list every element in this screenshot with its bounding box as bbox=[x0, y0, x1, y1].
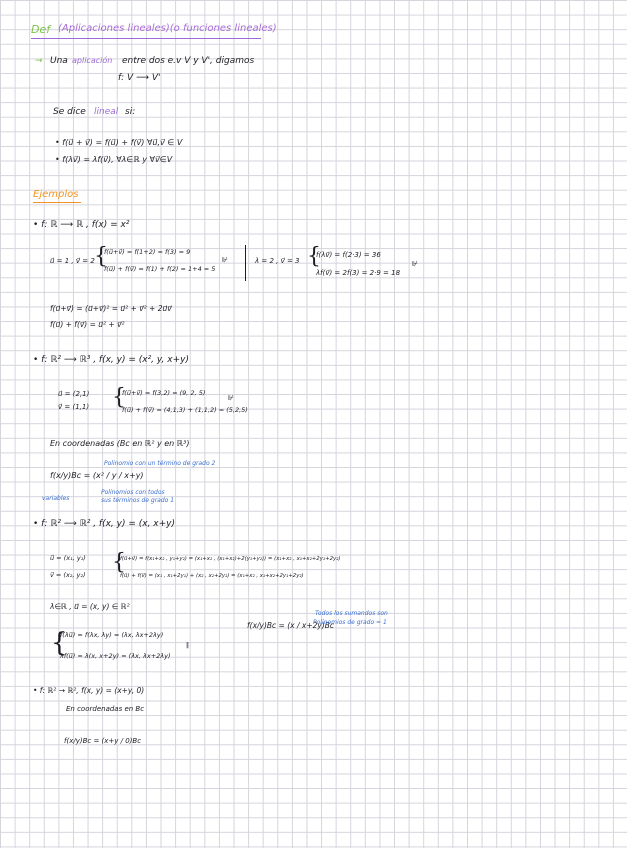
ex3-heading: • f: ℝ² ⟶ ℝ² , f(x, y) = (x, x+y) bbox=[33, 519, 176, 529]
ex4-coords-text: En coordenadas en Bc bbox=[66, 705, 145, 713]
ex2-note-degree-1-a: Polinomios con todos bbox=[101, 489, 165, 496]
ex1-heading: • f: ℝ ⟶ ℝ , f(x) = x² bbox=[33, 220, 130, 230]
ex2-variables-label: variables bbox=[42, 495, 70, 502]
examples-heading: Ejemplos bbox=[33, 189, 79, 200]
ex1-brace-2: { bbox=[307, 244, 321, 269]
ex4-heading: • f: ℝ² → ℝ², f(x, y) = (x+y, 0) bbox=[33, 686, 145, 695]
intro-text-2: entre dos e.v V y V', digamos bbox=[122, 56, 255, 66]
property-additivity: • f(u⃗ + v⃗) = f(u⃗) + f(v⃗) ∀u⃗,v⃗ ∈ V bbox=[55, 138, 183, 147]
ex2-not-equal: ⊮ bbox=[228, 394, 235, 402]
ex1-brace: { bbox=[94, 244, 108, 269]
definition-title: (Aplicaciones lineales)(o funciones lineales) bbox=[58, 23, 277, 34]
ex3-row-1: f(u⃗+v⃗) = f(x₁+x₂ , y₁+y₂) = (x₁+x₂ , (x₁+x₂)+2(y₁+y₂)) = (x₁+x₂ , x₁+x₂+2y₁+2y₂) bbox=[120, 556, 341, 562]
ex1-line-1: f(u⃗+v⃗) = (u⃗+v⃗)² = u⃗² + v⃗² + 2u⃗v⃗ bbox=[50, 304, 172, 313]
ex4-matrix-function: f(x/y)Bc = (x+y / 0)Bc bbox=[64, 737, 142, 745]
ex2-v: v⃗ = (1,1) bbox=[58, 403, 90, 411]
ex3-brace-2: { bbox=[51, 628, 68, 658]
intro-term-aplicacion: aplicación bbox=[72, 56, 113, 65]
title-underline bbox=[31, 38, 261, 39]
ex1-row-1: f(u⃗+v⃗) = f(1+2) = f(3) = 9 bbox=[104, 248, 191, 256]
ex3-u: u⃗ = (x₁, y₁) bbox=[50, 554, 86, 562]
ex3-matrix-function: f(x/y)Bc = (x / x+2y)Bc bbox=[247, 621, 335, 630]
ex2-note-degree-2: Polinomio con un término de grado 2 bbox=[104, 460, 216, 467]
ex2-row-2: f(u⃗) + f(v⃗) = (4,1,3) + (1,1,2) = (5,2,5) bbox=[122, 406, 248, 414]
lineal-term: lineal bbox=[94, 107, 119, 117]
ex3-lambda: λ∈ℝ , u⃗ = (x, y) ∈ ℝ² bbox=[50, 602, 130, 611]
ex2-heading: • f: ℝ² ⟶ ℝ³ , f(x, y) = (x², y, x+y) bbox=[33, 355, 189, 365]
ex1-row-3: f(λv⃗) = f(2·3) = 36 bbox=[316, 251, 381, 259]
ex2-matrix-function: f(x/y)Bc = (x² / y / x+y) bbox=[50, 471, 144, 480]
se-dice-text: Se dice bbox=[53, 107, 86, 117]
ex3-equal-sign: ‖ bbox=[186, 642, 189, 649]
ex1-lambda-values: λ = 2 , v⃗ = 3 bbox=[255, 257, 300, 265]
ex1-row-4: λf(v⃗) = 2f(3) = 2·9 = 18 bbox=[316, 269, 401, 277]
ex3-row-4: λf(u⃗) = λ(x, x+2y) = (λx, λx+2λy) bbox=[60, 652, 171, 660]
ex1-not-equal: ⊮ bbox=[222, 256, 229, 264]
ex1-row-2: f(u⃗) + f(v⃗) = f(1) + f(2) = 1+4 = 5 bbox=[104, 265, 216, 273]
examples-underline bbox=[33, 202, 81, 203]
ex2-u: u⃗ = (2,1) bbox=[58, 390, 90, 398]
ex2-brace: { bbox=[112, 385, 126, 410]
ex3-row-3: f(λu⃗) = f(λx, λy) = (λx, λx+2λy) bbox=[60, 631, 164, 639]
ex3-v: v⃗ = (x₂, y₂) bbox=[50, 571, 86, 579]
ex2-row-1: f(u⃗+v⃗) = f(3,2) = (9, 2, 5) bbox=[122, 389, 206, 397]
ex2-note-degree-1-b: sus términos de grado 1 bbox=[101, 497, 175, 504]
si-text: si: bbox=[125, 107, 136, 117]
ex1-not-equal-2: ⊮ bbox=[412, 260, 419, 268]
ex1-separator bbox=[245, 245, 246, 281]
property-homogeneity: • f(λv⃗) = λf(v⃗), ∀λ∈ℝ y ∀v⃗∈V bbox=[55, 155, 173, 164]
arrow-icon: → bbox=[35, 56, 43, 66]
ex1-line-2: f(u⃗) + f(v⃗) = u⃗² + v⃗² bbox=[50, 320, 125, 329]
ex2-coords-text: En coordenadas (Bc en ℝ² y en ℝ³) bbox=[50, 439, 190, 448]
map-definition: f: V ⟶ V' bbox=[118, 73, 161, 83]
def-label: Def bbox=[31, 23, 51, 36]
ex1-values: u⃗ = 1 , v⃗ = 2 bbox=[50, 257, 95, 265]
intro-text-1: Una bbox=[50, 56, 68, 66]
ex3-note-2: Polinomios de grado = 1 bbox=[313, 619, 387, 626]
ex3-note-1: Todos los sumandos son bbox=[315, 610, 388, 617]
ex3-row-2: f(u⃗) + f(v⃗) = (x₁ , x₁+2y₁) + (x₂ , x₂+2y₂) = (x₁+x₂ , x₁+x₂+2y₁+2y₂) bbox=[120, 573, 304, 579]
ex3-brace: { bbox=[112, 550, 126, 575]
